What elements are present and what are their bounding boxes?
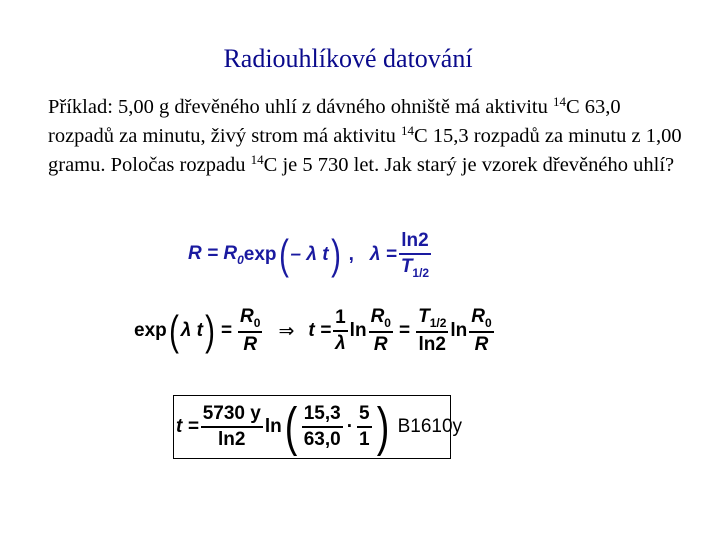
problem-text: Příklad: 5,00 g dřevěného uhlí z dávného ohniště má aktivitu $^{14}$C 63,0 rozpadů za minutu, živý strom má aktivitu $^{14}$C 15,3 rozpadů za minutu z 1,00 gramu. Poločas rozpadu $^{14}$C je 5 730 let. Jak starý je vzorek dřevěného uhlí? xyxy=(48,94,682,176)
numeric-solution-equation: t = $\frac{5730 y}{\ln 2}$ ln ( $\frac{15,3}{63,0}$ · $\frac{5}{1}$ ) B1610y xyxy=(176,397,463,457)
age-derivation-equation: exp ( λ t ) = $\frac{R_0}{R}$ ⇒ t = $\frac{1}{\lambda}$ ln $\frac{R_0}{R}$ = $\frac{T_{1/2}}{\ln 2}$ ln $\frac{R_0}{R}$ xyxy=(134,306,492,355)
decay-law-equation: $R = R_0$ exp ( – λ t ) , λ = $\frac{\ln 2}{T_{1/2}}$ xyxy=(188,230,430,280)
slide-title: Radiouhlíkové datování xyxy=(223,44,473,73)
result-value: B1610y xyxy=(397,416,463,437)
